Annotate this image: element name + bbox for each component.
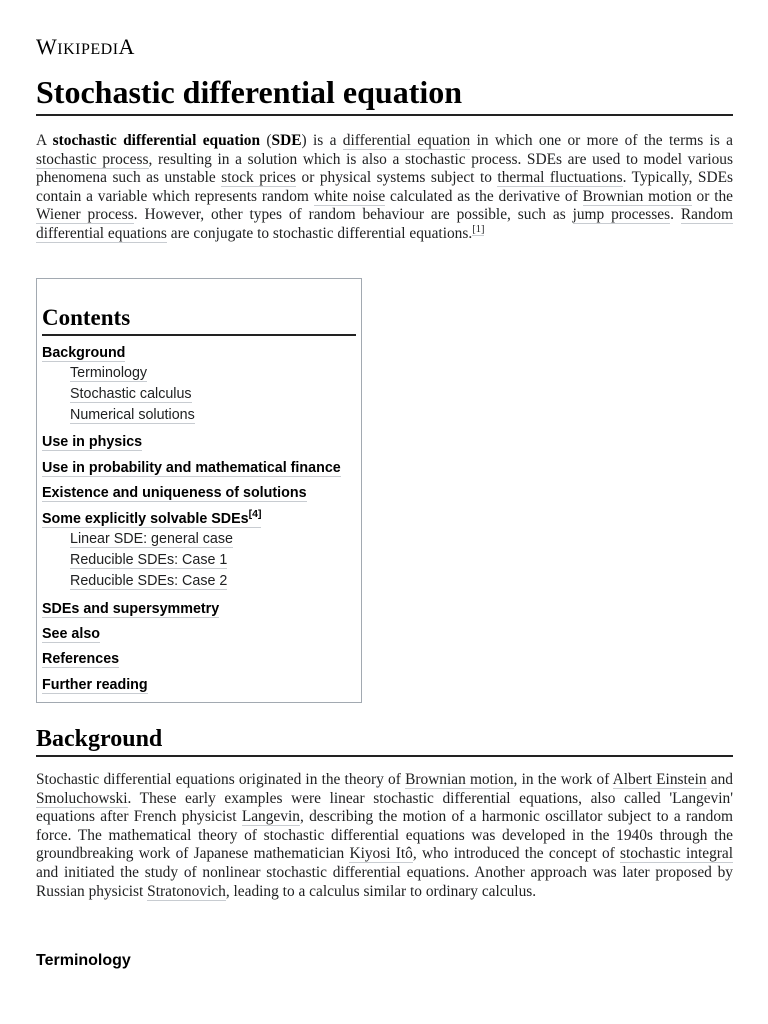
wikipedia-wordmark[interactable]: [36, 34, 135, 60]
link-langevin[interactable]: Langevin: [241, 808, 300, 826]
toc-item-reducible-case-2[interactable]: Reducible SDEs: Case 2: [70, 573, 228, 589]
wordmark-middle: IKIPEDI: [57, 41, 119, 58]
toc-item-numerical-solutions[interactable]: Numerical solutions: [70, 407, 195, 423]
toc-item-linear-sde[interactable]: Linear SDE: general case: [70, 531, 233, 547]
link-albert-einstein[interactable]: Albert Einstein: [612, 771, 707, 788]
link-thermal-fluctuations[interactable]: thermal fluctuations: [497, 169, 623, 187]
table-of-contents: [36, 278, 362, 703]
toc-citation-4[interactable]: [4]: [248, 508, 262, 521]
link-kiyosi-ito[interactable]: Kiyosi Itô: [349, 845, 413, 863]
background-paragraph: Stochastic differential equations originated in the theory of Brownian motion, in the work of Albert Einstein and Smoluchowski. These early examples were linear stochastic differential equations, also called 'Langevin' equations after French physicist Langevin, describing the motion of a harmonic oscillator subject to a random force. The mathematical theory of stochastic differential equations was developed in the 1940s through the groundbreaking work of Japanese mathematician Kiyosi Itô, who introduced the concept of stochastic integral and initiated the study of nonlinear stochastic differential equations. Another approach was later proposed by Russian physicist Stratonovich, leading to a calculus similar to ordinary calculus.: [36, 771, 733, 900]
toc-item-further-reading[interactable]: Further reading: [42, 677, 148, 693]
link-wiener-process[interactable]: Wiener process: [36, 206, 134, 224]
abbr-bold: SDE: [271, 132, 302, 149]
link-white-noise[interactable]: white noise: [313, 187, 386, 205]
link-smoluchowski[interactable]: Smoluchowski: [36, 789, 128, 807]
link-jump-processes[interactable]: jump processes: [572, 206, 671, 224]
link-brownian-motion[interactable]: Brownian motion: [582, 187, 692, 205]
section-heading-background: Background: [36, 724, 733, 757]
term-bold: stochastic differential equation: [52, 132, 261, 149]
toc-item-stochastic-calculus[interactable]: Stochastic calculus: [70, 386, 192, 402]
page-title: Stochastic differential equation: [36, 72, 733, 116]
wordmark-initial: W: [36, 34, 58, 59]
toc-item-existence-uniqueness[interactable]: Existence and uniqueness of solutions: [42, 485, 307, 501]
citation-ref-1[interactable]: [1]: [472, 223, 485, 235]
toc-item-use-in-physics[interactable]: Use in physics: [42, 434, 143, 450]
link-brownian-motion[interactable]: Brownian motion: [405, 771, 514, 788]
section-heading-terminology: Terminology: [36, 952, 131, 969]
link-stratonovich[interactable]: Stratonovich: [147, 882, 226, 900]
toc-item-reducible-case-1[interactable]: Reducible SDEs: Case 1: [70, 552, 228, 568]
toc-item-solvable-sdes[interactable]: Some explicitly solvable SDEs[4]: [42, 508, 262, 527]
link-stochastic-integral[interactable]: stochastic integral: [620, 845, 733, 863]
toc-item-supersymmetry[interactable]: SDEs and supersymmetry: [42, 601, 220, 617]
toc-item-terminology[interactable]: Terminology: [70, 365, 148, 381]
toc-item-references[interactable]: References: [42, 651, 120, 667]
link-random-differential-equations[interactable]: Random differential equations: [36, 206, 733, 242]
link-differential-equation[interactable]: differential equation: [342, 132, 471, 149]
intro-paragraph: A stochastic differential equation (SDE) is a differential equation in which one or more of the terms is a stochastic process, resulting in a solution which is also a stochastic process. SDEs are used to model various phenomena such as unstable stock prices or physical systems subject to thermal fluctuations. Typically, SDEs contain a variable which represents random white noise calculated as the derivative of Brownian motion or the Wiener process. However, other types of random behaviour are possible, such as jump processes. Random differential equations are conjugate to stochastic differential equations.[1]: [36, 132, 734, 242]
toc-item-background[interactable]: Background: [42, 345, 126, 361]
link-stochastic-process[interactable]: stochastic process: [36, 150, 149, 168]
toc-item-use-in-probability[interactable]: Use in probability and mathematical finance: [42, 460, 341, 476]
toc-item-see-also[interactable]: See also: [42, 626, 101, 642]
link-stock-prices[interactable]: stock prices: [221, 169, 296, 187]
wordmark-final: A: [118, 34, 135, 59]
toc-title: Contents: [42, 303, 356, 336]
